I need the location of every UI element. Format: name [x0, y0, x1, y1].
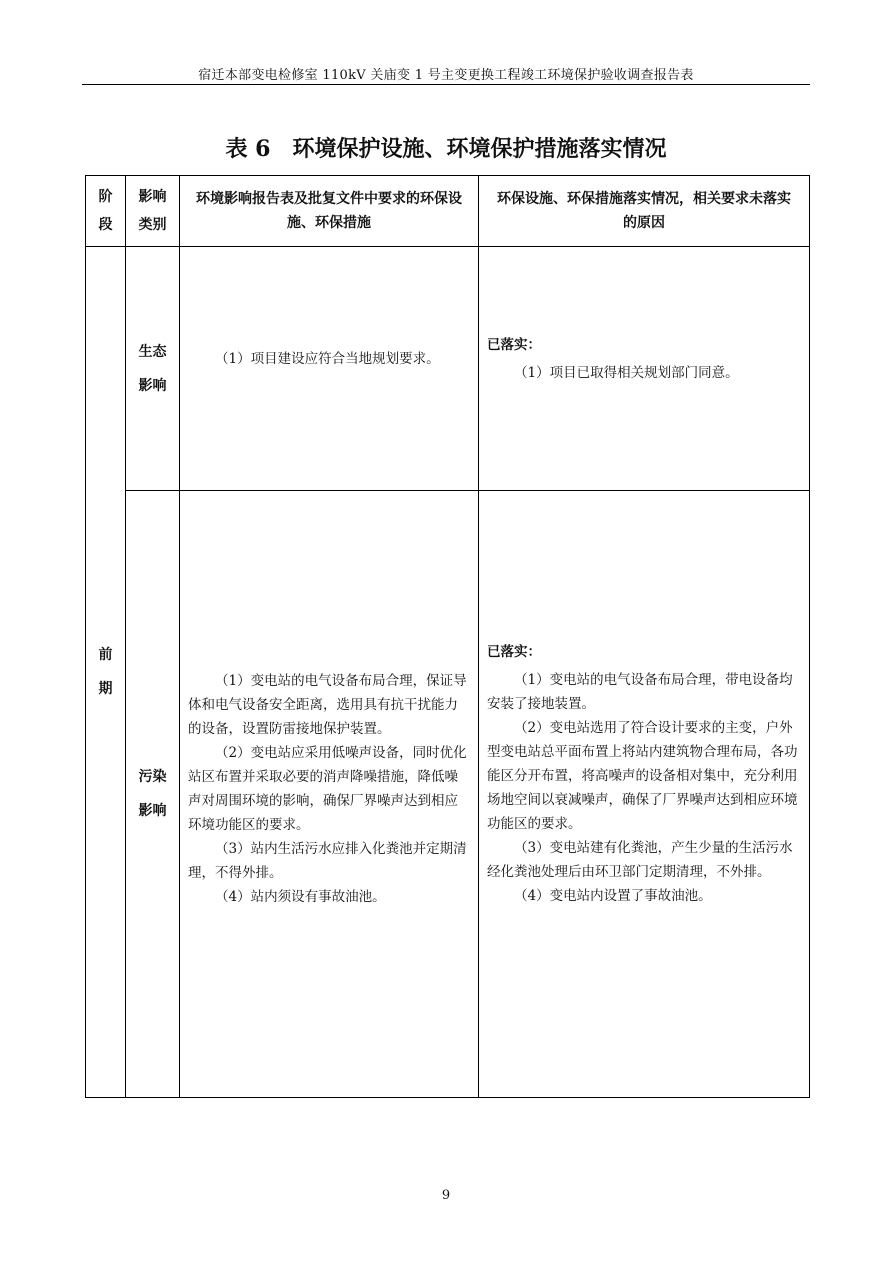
header-rule: [82, 84, 810, 85]
measures-table: [85, 175, 810, 1098]
header-stage: [86, 176, 126, 247]
header-required: [180, 176, 479, 247]
category-label: 生态 影响: [138, 343, 167, 394]
category-cell: [126, 247, 180, 491]
implemented-list: [487, 668, 801, 908]
required-item: （3）站内生活污水应排入化粪池并定期清理，不得外排。: [188, 841, 467, 881]
required-list: [188, 347, 470, 371]
implemented-cell: [479, 247, 810, 491]
required-item: （2）变电站应采用低噪声设备，同时优化站区布置并采取必要的消声降噪措施，降低噪声对周围环境的影响，确保厂界噪声达到相应环境功能区的要求。: [188, 745, 467, 833]
implemented-item: （2）变电站选用了符合设计要求的主变，户外型变电站总平面布置上将站内建筑物合理布局，各功能区分开布置，将高噪声的设备相对集中，充分利用场地空间以衰减噪声，确保了厂界噪声达到相应环境功能区的要求。: [487, 720, 798, 832]
header-implemented: [479, 176, 810, 247]
category-label: 污染 影响: [138, 769, 167, 819]
category-cell: [126, 491, 180, 1098]
stage-label: 前 期: [98, 647, 113, 697]
header-stage-text: 阶 段: [98, 189, 113, 233]
table-row: [86, 247, 810, 491]
page-title: 表 6 环境保护设施、环境保护措施落实情况: [225, 136, 667, 162]
implemented-cell: [479, 491, 810, 1098]
page-header: 宿迁本部变电检修室 110kV 关庙变 1 号主变更换工程竣工环境保护验收调查报告表: [198, 68, 694, 83]
required-list: [188, 669, 470, 909]
table-row: [86, 491, 810, 1098]
implemented-item: （1）变电站的电气设备布局合理，带电设备均安装了接地装置。: [487, 672, 793, 712]
required-item: （1）变电站的电气设备布局合理，保证导体和电气设备安全距离，选用具有抗干扰能力的设备，设置防雷接地保护装置。: [188, 673, 467, 737]
header-implemented-text: 环保设施、环保措施落实情况，相关要求未落实的原因: [497, 191, 791, 231]
required-cell: [180, 247, 479, 491]
implemented-item: （1）项目已取得相关规划部门同意。: [514, 364, 739, 381]
implemented-item: （3）变电站建有化粪池，产生少量的生活污水经化粪池处理后由环卫部门定期清理，不外排。: [487, 840, 793, 880]
header-category-text: 影响 类别: [138, 189, 167, 233]
required-item: （4）站内须设有事故油池。: [215, 889, 386, 905]
implemented-status: 已落实：: [487, 336, 541, 353]
table-header-row: [86, 176, 810, 247]
header-category: [126, 176, 180, 247]
header-required-text: 环境影响报告表及批复文件中要求的环保设施、环保措施: [196, 191, 462, 231]
stage-cell: [86, 247, 126, 1098]
implemented-item: （4）变电站内设置了事故油池。: [514, 888, 712, 904]
required-cell: [180, 491, 479, 1098]
page-number: 9: [441, 1188, 451, 1203]
implemented-list: [487, 361, 801, 385]
required-item: （1）项目建设应符合当地规划要求。: [215, 350, 440, 367]
implemented-status: 已落实：: [487, 644, 541, 660]
